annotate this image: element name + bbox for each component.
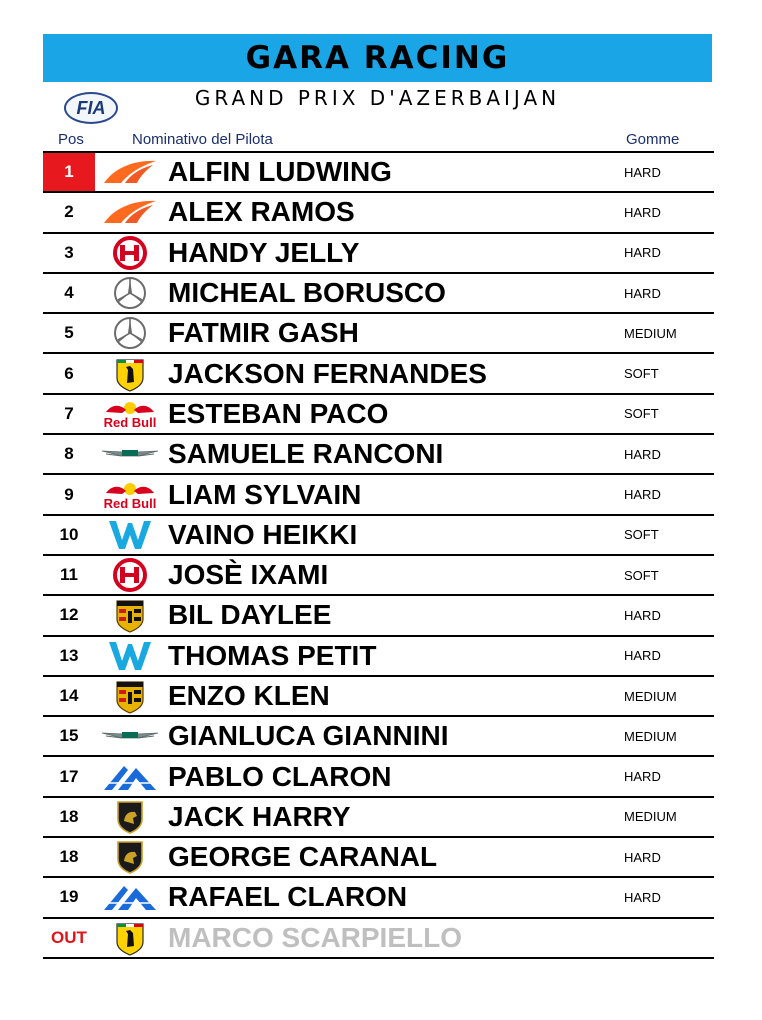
position-cell: 2 — [64, 202, 74, 222]
table-row — [43, 637, 714, 677]
lamborghini-icon — [101, 838, 159, 876]
position-cell: 15 — [59, 726, 79, 746]
tyre-compound: HARD — [624, 849, 661, 865]
table-row — [43, 395, 714, 435]
porsche-icon — [101, 677, 159, 715]
williams-icon — [101, 516, 159, 554]
aston-martin-icon — [101, 435, 159, 473]
mclaren-icon — [101, 153, 159, 191]
tyre-compound: HARD — [624, 487, 661, 503]
redbull-icon — [101, 395, 159, 433]
position-cell: 5 — [64, 323, 74, 343]
tyre-compound: HARD — [624, 648, 661, 664]
mercedes-icon — [101, 314, 159, 352]
position-cell: 7 — [64, 403, 74, 423]
aston-martin-icon — [101, 717, 159, 755]
table-row — [43, 838, 714, 878]
table-row — [43, 878, 714, 918]
position-cell: 9 — [64, 484, 74, 504]
position-cell: 19 — [59, 887, 79, 907]
table-row — [43, 435, 714, 475]
driver-name: LIAM SYLVAIN — [168, 478, 362, 510]
position-cell: 6 — [64, 363, 74, 383]
table-row — [43, 919, 714, 959]
driver-name: BIL DAYLEE — [168, 599, 332, 631]
position-cell: 1 — [43, 153, 95, 191]
driver-name: SAMUELE RANCONI — [168, 438, 444, 470]
porsche-icon — [101, 596, 159, 634]
table-row — [43, 314, 714, 354]
tyre-compound: MEDIUM — [624, 325, 677, 341]
position-cell: 12 — [59, 605, 79, 625]
haas-icon — [101, 556, 159, 594]
position-cell: 8 — [64, 444, 74, 464]
tyre-compound: SOFT — [624, 567, 659, 583]
driver-name: HANDY JELLY — [168, 236, 360, 268]
ferrari-icon — [101, 919, 159, 957]
fia-logo-icon: FIA — [64, 92, 118, 124]
column-header-pos: Pos — [58, 131, 84, 148]
grand-prix-subtitle: GRAND PRIX D'AZERBAIJAN — [194, 86, 561, 110]
driver-name: FATMIR GASH — [168, 317, 359, 349]
column-header-tyre: Gomme — [626, 131, 680, 148]
driver-name: MICHEAL BORUSCO — [168, 277, 446, 309]
mclaren-icon — [101, 193, 159, 231]
tyre-compound: HARD — [624, 889, 661, 905]
position-cell: 4 — [64, 283, 74, 303]
table-row — [43, 153, 714, 193]
driver-name: JACK HARRY — [168, 800, 351, 832]
tyre-compound: HARD — [624, 164, 661, 180]
tyre-compound: MEDIUM — [624, 688, 677, 704]
column-header-driver: Nominativo del Pilota — [132, 131, 273, 148]
table-row — [43, 798, 714, 838]
table-row — [43, 193, 714, 233]
tyre-compound: HARD — [624, 446, 661, 462]
position-cell: 3 — [64, 242, 74, 262]
position-cell: 18 — [59, 806, 79, 826]
table-row — [43, 475, 714, 515]
tyre-compound: HARD — [624, 285, 661, 301]
position-cell: 10 — [59, 524, 79, 544]
table-row — [43, 354, 714, 394]
driver-name: ENZO KLEN — [168, 680, 330, 711]
driver-name: THOMAS PETIT — [168, 639, 377, 671]
svg-text:Red Bull: Red Bull — [103, 495, 157, 511]
williams-icon — [101, 637, 159, 675]
alpine-icon — [101, 878, 159, 916]
table-row — [43, 596, 714, 636]
tyre-compound: SOFT — [624, 366, 659, 382]
table-row — [43, 677, 714, 717]
driver-name: MARCO SCARPIELLO — [168, 921, 462, 953]
results-table — [43, 151, 714, 959]
position-cell: 17 — [59, 766, 79, 786]
tyre-compound: MEDIUM — [624, 809, 677, 825]
alpine-icon — [101, 757, 159, 795]
position-cell: 18 — [59, 847, 79, 867]
table-row — [43, 274, 714, 314]
tyre-compound: HARD — [624, 607, 661, 623]
haas-icon — [101, 234, 159, 272]
position-cell: 13 — [59, 645, 79, 665]
tyre-compound: SOFT — [624, 406, 659, 422]
driver-name: GEORGE CARANAL — [168, 841, 438, 873]
position-cell: OUT — [51, 927, 87, 947]
lamborghini-icon — [101, 798, 159, 836]
ferrari-icon — [101, 354, 159, 392]
driver-name: GIANLUCA GIANNINI — [168, 720, 449, 752]
mercedes-icon — [101, 274, 159, 312]
tyre-compound: HARD — [624, 204, 661, 220]
tyre-compound: HARD — [624, 245, 661, 261]
position-cell: 11 — [60, 565, 78, 585]
driver-name: JACKSON FERNANDES — [168, 357, 487, 389]
redbull-icon — [101, 475, 159, 513]
driver-name: PABLO CLARON — [168, 760, 392, 792]
tyre-compound: HARD — [624, 769, 661, 785]
page-title: GARA RACING — [43, 34, 712, 82]
svg-text:Red Bull: Red Bull — [103, 414, 157, 430]
tyre-compound: MEDIUM — [624, 728, 677, 744]
driver-name: JOSÈ IXAMI — [168, 559, 329, 591]
table-row — [43, 757, 714, 797]
table-row — [43, 556, 714, 596]
position-cell: 14 — [59, 686, 79, 705]
table-row — [43, 234, 714, 274]
driver-name: ALFIN LUDWING — [168, 156, 392, 188]
driver-name: ALEX RAMOS — [168, 196, 355, 228]
tyre-compound: SOFT — [624, 527, 659, 543]
table-row — [43, 717, 714, 757]
driver-name: VAINO HEIKKI — [168, 518, 358, 550]
driver-name: ESTEBAN PACO — [168, 397, 389, 429]
driver-name: RAFAEL CLARON — [168, 881, 408, 913]
table-row — [43, 516, 714, 556]
